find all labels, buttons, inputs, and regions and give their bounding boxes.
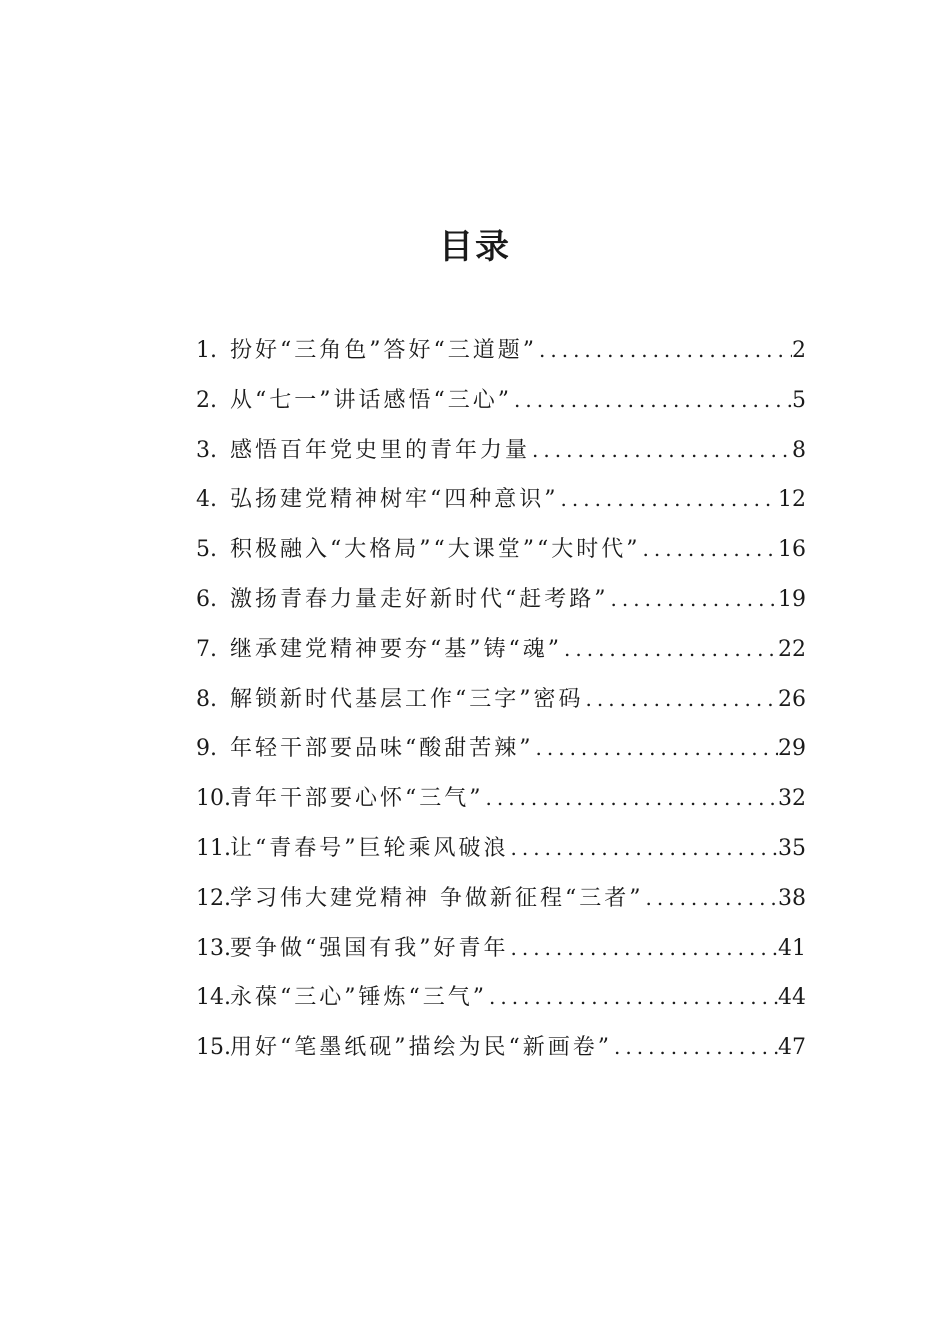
toc-entry-number: 10. [196,786,231,812]
toc-entry-page-number: 19 [778,586,806,612]
toc-entry[interactable] [196,1023,806,1073]
toc-dot-leader [612,1023,778,1073]
toc-entry[interactable] [196,924,806,974]
toc-entry[interactable] [196,973,806,1023]
toc-entry-title: 扮好“三角色”答好“三道题” [230,338,537,363]
toc-dot-leader [537,326,792,376]
toc-entry-title: 激扬青春力量走好新时代“赶考路” [230,586,609,612]
page-title: 目录 [439,227,511,267]
toc-entry-title: 用好“笔墨纸砚”描绘为民“新画卷” [230,1035,612,1061]
toc-dot-leader [534,724,779,774]
toc-entry-number: 13. [196,935,231,961]
toc-entry-title: 感悟百年党史里的青年力量 [230,437,531,463]
toc-entry-title: 解锁新时代基层工作“三字”密码 [230,686,584,712]
toc-dot-leader [530,426,792,476]
toc-dot-leader [559,475,779,525]
toc-entry-number: 7. [196,636,217,662]
toc-entry[interactable] [196,326,806,376]
toc-entry[interactable] [196,874,806,924]
toc-entry-number: 8. [196,686,217,712]
toc-entry-title: 学习伟大建党精神 争做新征程“三者” [230,885,644,911]
toc-entry[interactable] [196,376,806,426]
toc-dot-leader [609,575,779,625]
toc-entry[interactable] [196,426,806,476]
toc-entry[interactable] [196,525,806,575]
toc-dot-leader [509,824,779,874]
toc-entry-page-number: 41 [778,935,806,961]
toc-entry-page-number: 44 [778,985,806,1011]
toc-entry[interactable] [196,475,806,525]
toc-entry-page-number: 8 [792,437,806,463]
toc-entry-title: 青年干部要心怀“三气” [230,786,484,812]
toc-entry-title: 弘扬建党精神树牢“四种意识” [230,487,559,513]
toc-entry[interactable] [196,675,806,725]
toc-entry-number: 12. [196,885,231,911]
toc-entry-number: 6. [196,586,217,612]
toc-entry[interactable] [196,625,806,675]
toc-entry[interactable] [196,774,806,824]
toc-entry-page-number: 29 [778,736,806,762]
toc-entry-page-number: 47 [778,1035,806,1061]
toc-entry-number: 3. [196,437,217,463]
toc-entry-number: 4. [196,487,217,513]
toc-entry-title: 从“七一”讲话感悟“三心” [230,387,512,413]
toc-entry-page-number: 2 [792,338,806,363]
toc-dot-leader [484,774,779,824]
toc-entry-number: 11. [196,835,231,861]
toc-entry-page-number: 38 [778,885,806,911]
toc-entry-page-number: 32 [778,786,806,812]
toc-dot-leader [512,376,792,426]
toc-entry-number: 14. [196,985,231,1011]
toc-entry[interactable] [196,575,806,625]
toc-dot-leader [644,874,779,924]
toc-entry-number: 15. [196,1035,231,1061]
toc-entry-number: 5. [196,537,217,563]
toc-entry-page-number: 35 [778,835,806,861]
toc-entry-page-number: 26 [778,686,806,712]
toc-entry-number: 2. [196,387,217,413]
toc-entry-page-number: 16 [778,537,806,563]
toc-entry-page-number: 12 [778,487,806,513]
toc-dot-leader [640,525,778,575]
toc-entry-number: 9. [196,736,217,762]
toc-entry-title: 继承建党精神要夯“基”铸“魂” [230,636,562,662]
toc-entry-title: 要争做“强国有我”好青年 [230,935,509,961]
toc-dot-leader [562,625,778,675]
toc-dot-leader [487,973,778,1023]
toc-entry-title: 让“青春号”巨轮乘风破浪 [230,835,509,861]
toc-dot-leader [584,675,779,725]
toc-entry[interactable] [196,824,806,874]
toc-entry[interactable] [196,724,806,774]
toc-entry-title: 积极融入“大格局”“大课堂”“大时代” [230,537,641,563]
toc-dot-leader [509,924,779,974]
toc-entry-number: 1. [196,338,217,363]
toc-entry-page-number: 5 [792,387,806,413]
table-of-contents [196,326,806,1073]
toc-entry-title: 永葆“三心”锤炼“三气” [230,985,487,1011]
toc-entry-title: 年轻干部要品味“酸甜苦辣” [230,736,534,762]
toc-entry-page-number: 22 [778,636,806,662]
